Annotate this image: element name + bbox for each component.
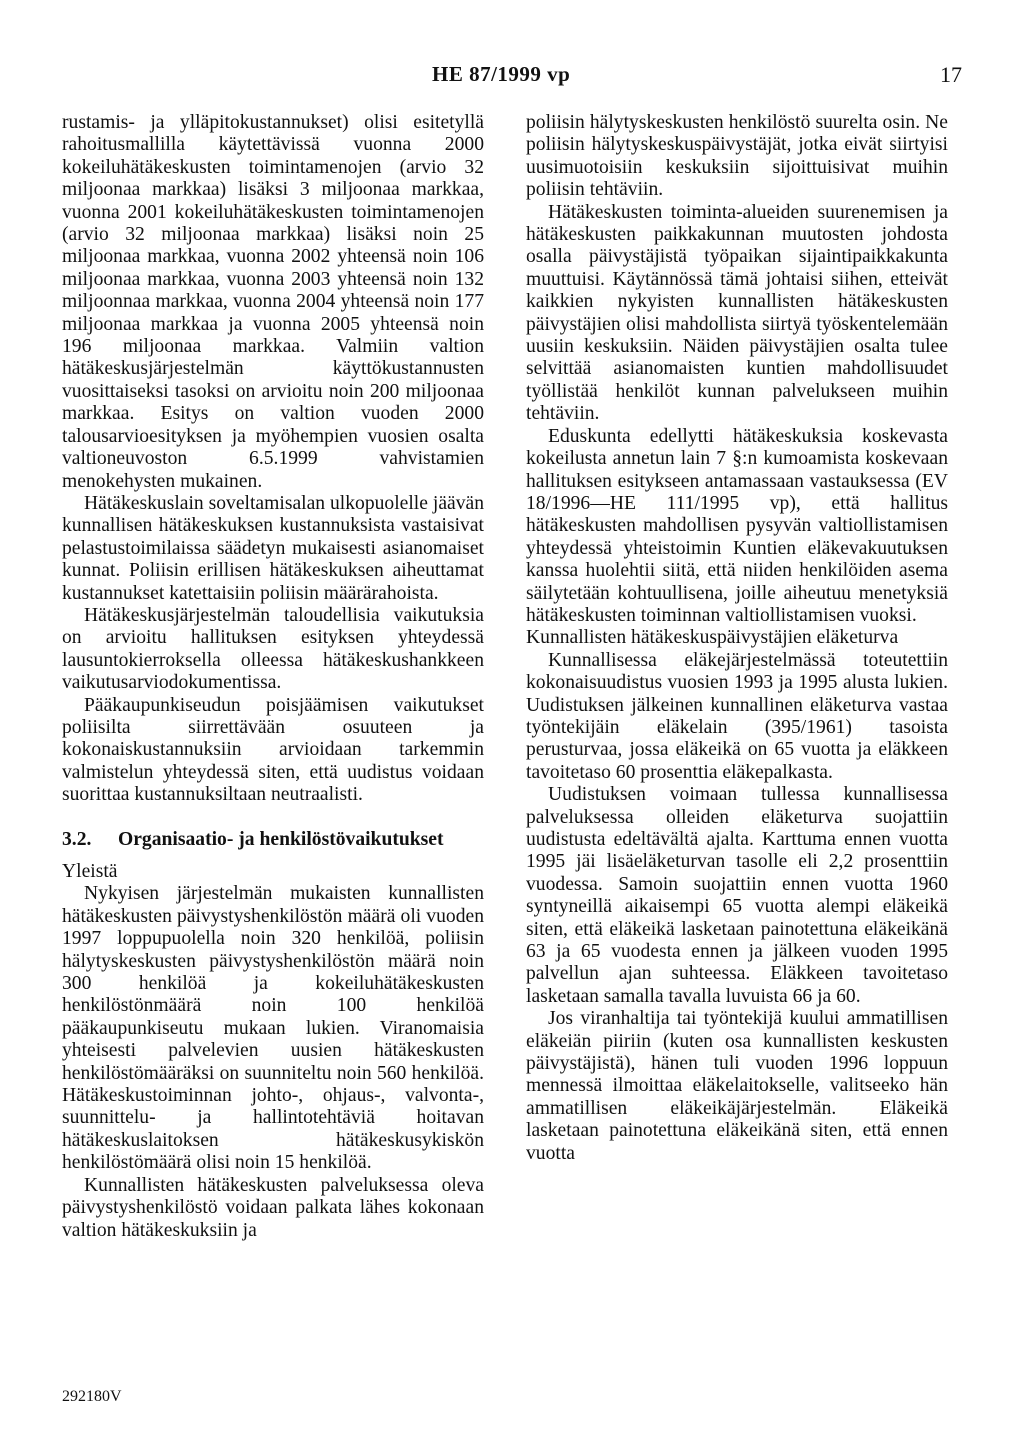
paragraph: Hätäkeskusjärjestelmän taloudellisia vaikutuksia on arvioitu hallituksen esityksen yhteydessä lausuntokierroksella olleessa hätäkeskushankkeen vaikutusarviodokumentissa. — [62, 604, 484, 694]
paragraph: Kunnallisessa eläkejärjestelmässä toteutettiin kokonaisuudistus vuosien 1993 ja 1995 alusta lukien. Uudistuksen jälkeinen kunnallinen eläketurva vastaa työntekijäin eläkelain (395/1961) tasoista perusturvaa, jossa eläkeikä on 65 vuotta ja eläkkeen tavoitetaso 60 prosenttia eläkepalkasta. — [526, 649, 948, 783]
paragraph: rustamis- ja ylläpitokustannukset) olisi esitetyllä rahoitusmallilla käytettävissä vuonna 2000 kokeiluhätäkeskusten toimintamenojen (arvio 32 miljoonaa markkaa) lisäksi 3 miljoonaa markkaa, vuonna 2001 kokeiluhätäkeskusten toimintamenojen (arvio 32 miljoonaa markkaa) lisäksi noin 25 miljoonaa markkaa, vuonna 2002 yhteensä noin 106 miljoonaa markkaa, vuonna 2003 yhteensä noin 132 miljoonnaa markkaa, vuonna 2004 yhteensä noin 177 miljoonaa markkaa ja vuonna 2005 yhteensä noin 196 miljoonaa markkaa. Valmiin valtion hätäkeskusjärjestelmän käyttökustannusten vuosittaiseksi tasoksi on arvioitu noin 200 miljoonaa markkaa. Esitys on valtion vuoden 2000 talousarvioesityksen ja myöhempien vuosien osalta valtioneuvoston 6.5.1999 vahvistamien menokehysten mukainen. — [62, 112, 484, 492]
subheading: Yleistä — [62, 861, 118, 882]
paragraph: Nykyisen järjestelmän mukaisten kunnallisten hätäkeskusten päivystyshenkilöstön määrä oli vuoden 1997 loppupuolella noin 320 henkilöä, poliisin hälytyskeskusten päivystyshenkilöstön määrä noin 300 henkilöä ja kokeiluhätäkeskusten henkilöstönmäärä noin 100 henkilöä pääkaupunkiseutu mukaan lukien. Viranomaisia yhteisesti palvelevien uusien hätäkeskusten henkilöstömääräksi on suunniteltu noin 560 henkilöä. Hätäkeskustoiminnan johto-, ohjaus-, valvonta-, suunnittelu- ja hallintotehtäviä hoitavan hätäkeskuslaitoksen hätäkeskusykiskön henkilöstömäärä olisi noin 15 henkilöä. — [62, 883, 484, 1174]
paragraph: Hätäkeskuslain soveltamisalan ulkopuolelle jäävän kunnallisen hätäkeskuksen kustannuksista vastaisivat pelastustoimilaissa säädetyn mukaisesti asianomaiset kunnat. Poliisin erillisen hätäkeskuksen aiheuttamat kustannukset katettaisiin poliisin määrärahoista. — [62, 492, 484, 604]
subheading: Kunnallisten hätäkeskuspäivystäjien eläketurva — [526, 627, 899, 649]
footer-code: 292180V — [62, 1388, 122, 1405]
page-header — [62, 62, 962, 92]
paragraph: Jos viranhaltija tai työntekijä kuului ammatillisen eläkeiän piiriin (kuten osa kunnallisten keskusten päivystäjistä), hänen tuli vuoden 1996 loppuun mennessä ilmoittaa eläkelaitokselle, valitseeko hän ammatillisen eläkeikäjärjestelmän. Eläkeikä lasketaan painotettuna eläkeikänä siten, että ennen vuotta — [526, 1008, 948, 1164]
section-title: Organisaatio- ja henkilöstövaikutukset — [118, 828, 444, 850]
paragraph: Kunnallisten hätäkeskusten palveluksessa oleva päivystyshenkilöstö voidaan palkata lähes kokonaan valtion hätäkeskuksiin ja — [62, 1174, 484, 1241]
right-column — [526, 112, 948, 1165]
left-column — [62, 112, 484, 1242]
paragraph: Hätäkeskusten toiminta-alueiden suurenemisen ja hätäkeskusten paikkakunnan muutosten johdosta osalla päivystäjistä työpaikan sijaintipaikkakunta muuttuisi. Käytännössä tämä johtaisi siihen, etteivät kaikkien nykyisten kunnallisten hätäkeskusten päivystäjien olisi mahdollista siirtyä työskentelemään uusiin keskuksiin. Näiden päivystäjien osalta tulee selvittää asianomaisten kuntien mahdollisuudet työllistää henkilöt kunnan palvelukseen muihin tehtäviin. — [526, 201, 948, 425]
section-number: 3.2. — [62, 828, 92, 850]
paragraph: Eduskunta edellytti hätäkeskuksia koskevasta kokeilusta annetun lain 7 §:n kumoamista koskevaan hallituksen esitykseen antamassaan vastauksessa (EV 18/1996—HE 111/1995 vp), että hallitus hätäkeskusten mahdollisen pysyvän valtiollistamisen yhteydessä yhteistoimin Kuntien eläkevakuutuksen kanssa huolehtii siitä, että niiden henkilöiden asema säilytetään kohtuullisena, joille aiheutuu menetyksiä hätäkeskusten toiminnan valtiollistamisen vuoksi. — [526, 425, 948, 626]
paragraph: Pääkaupunkiseudun poisjäämisen vaikutukset poliisilta siirrettävään osuuteen ja kokonaiskustannuksiin arvioidaan tarkemmin valmistelun yhteydessä siten, että uudistus voidaan suorittaa kustannuksiltaan neutraalisti. — [62, 694, 484, 806]
section-heading — [62, 829, 484, 851]
page-number: 17 — [940, 62, 962, 87]
paragraph: poliisin hälytyskeskusten henkilöstö suurelta osin. Ne poliisin hälytyskeskuspäivystäjät, jotka eivät siirtyisi uusimuotoisiin keskuksiin sijoittuisivat muihin poliisin tehtäviin. — [526, 112, 948, 201]
paragraph: Uudistuksen voimaan tullessa kunnallisessa palveluksessa olleiden eläketurva suojattiin uudistusta edeltävältä ajalta. Karttuma ennen vuotta 1995 jäi lisäeläketurvan tasolle eli 2,2 prosenttiin vuodessa. Samoin suojattiin ennen vuotta 1960 syntyneillä aikaisempi 65 vuotta alempi eläkeikä siten, että eläkeikä lasketaan painotettuna eläkeikänä 63 ja 65 vuodesta ennen ja jälkeen vuoden 1995 palvellun ajan suhteessa. Eläkkeen tavoitetaso lasketaan samalla tavalla luvuista 66 ja 60. — [526, 784, 948, 1007]
document-identifier: HE 87/1999 vp — [432, 62, 571, 86]
